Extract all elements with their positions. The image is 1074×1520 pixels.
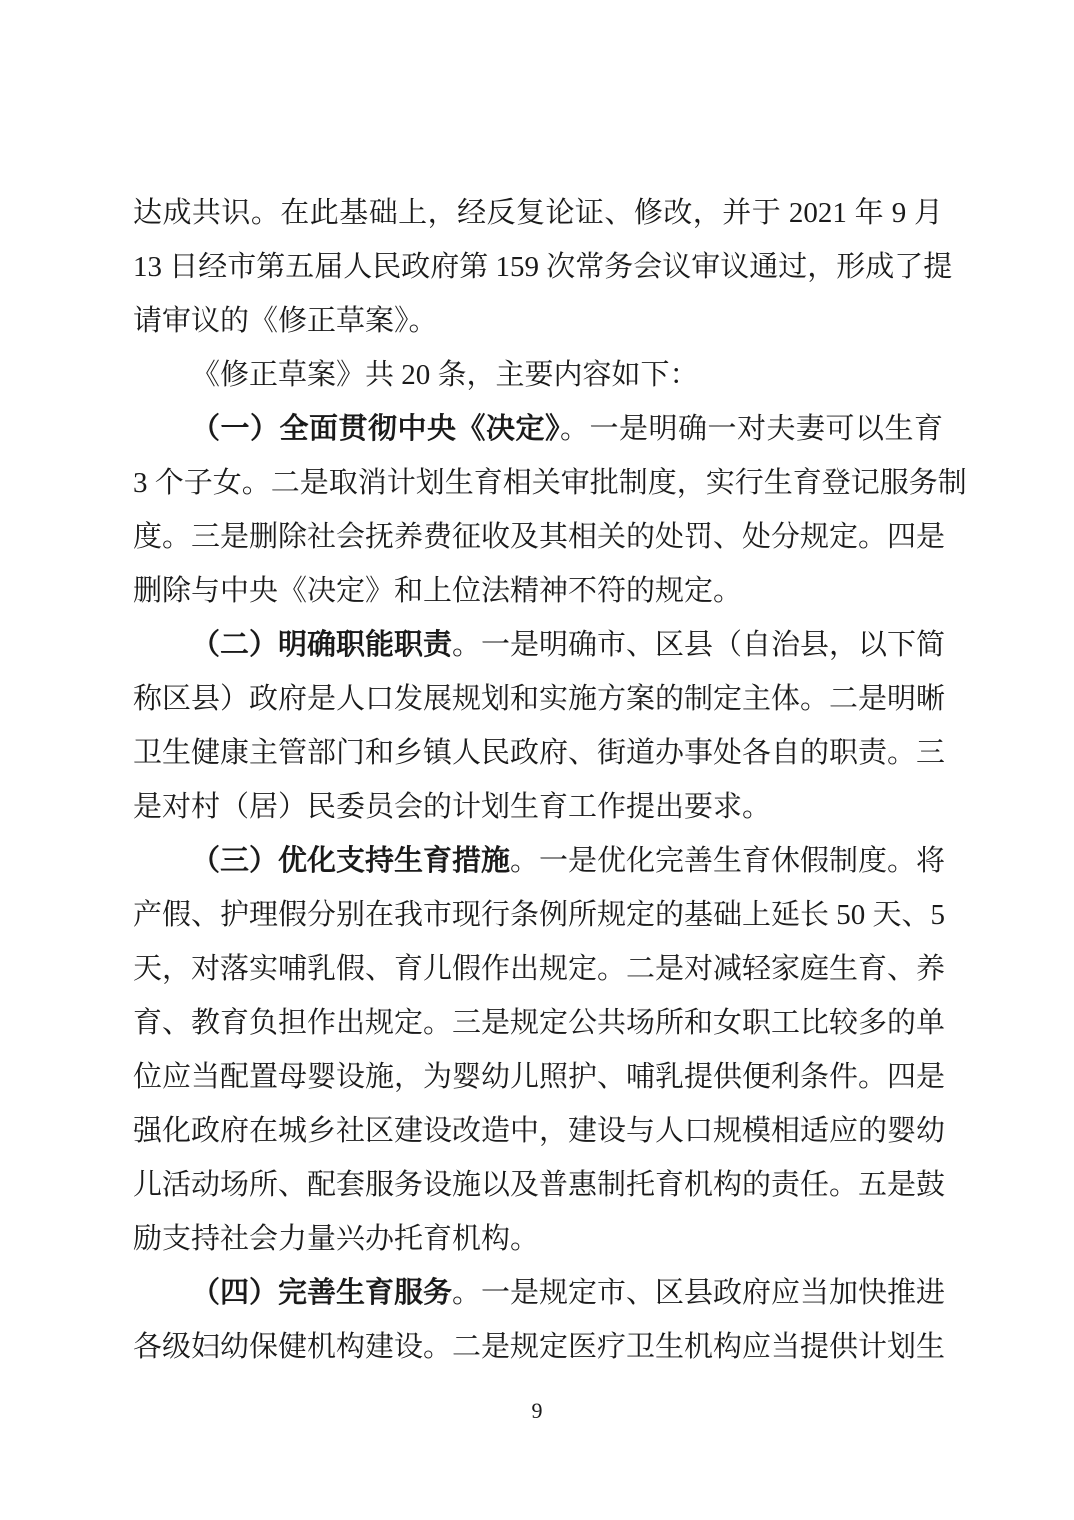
page-number: 9	[531, 1398, 543, 1423]
paragraph-summary	[133, 348, 943, 402]
text-line: 《修正草案》共 20 条，主要内容如下：	[191, 359, 699, 391]
text-line: 称区县）政府是人口发展规划和实施方案的制定主体。二是明晰	[133, 683, 946, 715]
text-line: 位应当配置母婴设施，为婴幼儿照护、哺乳提供便利条件。四是	[133, 1061, 946, 1093]
section-heading: （二）明确职能职责	[191, 629, 453, 661]
text-line: 13 日经市第五届人民政府第 159 次常务会议审议通过，形成了提	[133, 251, 953, 283]
text-run: 。一是明确一对夫妻可以生育	[559, 413, 943, 445]
text-line: 强化政府在城乡社区建设改造中，建设与人口规模相适应的婴幼	[133, 1115, 946, 1147]
section-heading: （三）优化支持生育措施	[191, 845, 511, 877]
text-line: 产假、护理假分别在我市现行条例所规定的基础上延长 50 天、5	[133, 899, 946, 931]
text-line: 儿活动场所、配套服务设施以及普惠制托育机构的责任。五是鼓	[133, 1169, 946, 1201]
text-line: 育、教育负担作出规定。三是规定公共场所和女职工比较多的单	[133, 1007, 946, 1039]
text-run: 。一是明确市、区县（自治县，以下简	[452, 629, 946, 661]
section-heading: （四）完善生育服务	[191, 1277, 453, 1309]
text-line: 达成共识。在此基础上，经反复论证、修改，并于 2021 年 9 月	[133, 197, 943, 229]
paragraph-section-2	[133, 618, 946, 834]
document-body	[133, 186, 967, 1374]
section-heading: （一）全面贯彻中央《决定》	[191, 413, 560, 445]
paragraph-section-3	[133, 834, 946, 1266]
text-line: 励支持社会力量兴办托育机构。	[133, 1223, 540, 1255]
text-line	[133, 1266, 946, 1320]
paragraph-section-1	[133, 402, 967, 618]
text-line: 各级妇幼保健机构建设。二是规定医疗卫生机构应当提供计划生	[133, 1331, 946, 1363]
text-line	[133, 834, 946, 888]
text-line: 天，对落实哺乳假、育儿假作出规定。二是对减轻家庭生育、养	[133, 953, 946, 985]
paragraph-section-4	[133, 1266, 946, 1374]
text-run: 。一是规定市、区县政府应当加快推进	[452, 1277, 946, 1309]
text-line: 请审议的《修正草案》。	[133, 305, 438, 337]
text-line	[133, 402, 943, 456]
text-run: 。一是优化完善生育休假制度。将	[510, 845, 946, 877]
text-line: 3 个子女。二是取消计划生育相关审批制度，实行生育登记服务制	[133, 467, 967, 499]
text-line: 卫生健康主管部门和乡镇人民政府、街道办事处各自的职责。三	[133, 737, 946, 769]
text-line: 度。三是删除社会抚养费征收及其相关的处罚、处分规定。四是	[133, 521, 946, 553]
text-line: 是对村（居）民委员会的计划生育工作提出要求。	[133, 791, 772, 823]
text-line: 删除与中央《决定》和上位法精神不符的规定。	[133, 575, 743, 607]
text-line	[133, 618, 946, 672]
paragraph-intro-continuation	[133, 186, 953, 348]
